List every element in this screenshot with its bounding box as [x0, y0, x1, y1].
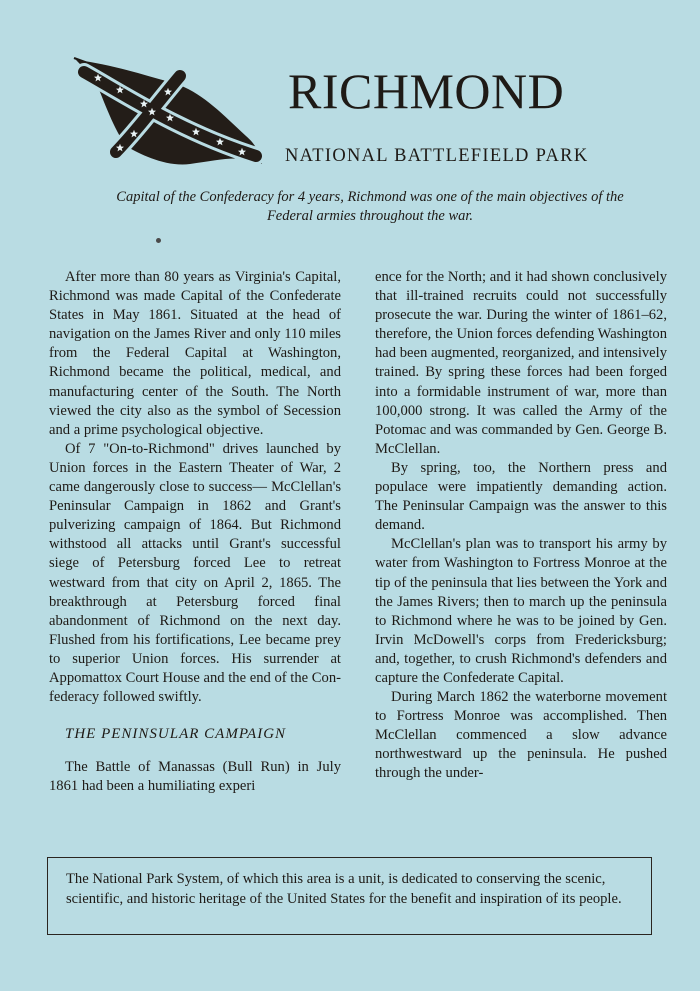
confederate-battle-flag-icon	[70, 52, 270, 172]
tagline: Capital of the Confederacy for 4 years, Richmond was one of the main objectives of the Federal armies throughout the war.	[116, 189, 624, 224]
paragraph: The Battle of Manassas (Bull Run) in July 1861 had been a humiliating experi	[49, 759, 341, 795]
paragraph: By spring, too, the Northern press and populace were impatiently demanding action. The Peninsular Campaign was the answer to this demand.	[375, 459, 667, 534]
paragraph-continued: ence for the North; and it had shown conclusively that ill-trained recruits could not successfully prosecute the war. During the winter of 1861–62, therefore, the Union forces defending Washington had been augmented, reorganized, and intensively trained. By spring these forces had been forged into a formidable instrument of war, more than 100,000 strong. It was called the Army of the Potomac and was commanded by Gen. George B. McClellan.	[375, 269, 667, 457]
paragraph: McClellan's plan was to transport his army by water from Washington to Fortress Monroe at the tip of the peninsula that lies between the York and the James Rivers; then to march up the peninsula to Richmond where he was to be joined by Gen. Irvin McDowell's corps from Fredericksburg; and, together, to crush Richmond's defenders and capture the Confederate Capital.	[375, 536, 667, 686]
page-title: RICHMOND	[288, 63, 565, 119]
paragraph: During March 1862 the waterborne movement to Fortress Monroe was accomplished. Then McClellan commenced a slow advance northwestward up the peninsula. He pushed through the under-	[375, 689, 667, 782]
paragraph: After more than 80 years as Virginia's Capital, Richmond was made Capital of the Confederate States in May 1861. Situated at the head of navigation on the James River and only 110 miles from the Federal Capital at Washington, Richmond became the political, medical, and manufacturing center of the South. The North viewed the city also as the symbol of Secession and a prime psychological objective.	[49, 269, 341, 438]
ink-speck	[156, 238, 161, 243]
page-subtitle: NATIONAL BATTLEFIELD PARK	[285, 146, 589, 166]
right-column	[375, 268, 667, 784]
left-column	[49, 268, 341, 796]
park-system-notice: The National Park System, of which this area is a unit, is dedicated to conserving the scenic, scientific, and historic heritage of the United States for the benefit and inspiration of its people.	[47, 857, 652, 935]
paragraph: Of 7 "On-to-Richmond" drives launched by Union forces in the Eastern Theater of War, 2 came dangerously close to success— McClellan's Peninsular Campaign in 1862 and Grant's pulverizing campaign of 1864. But Richmond withstood all attacks until Grant's successful siege of Petersburg forced Lee to retreat westward from that city on April 2, 1865. The breakthrough at Petersburg forced final abandonment of Richmond on the next day. Flushed from his fortifications, Lee became prey to superior Union forces. His surrender at Appomattox Court House and the end of the Confederacy followed swiftly.	[49, 440, 341, 706]
section-heading: THE PENINSULAR CAMPAIGN	[65, 726, 287, 743]
